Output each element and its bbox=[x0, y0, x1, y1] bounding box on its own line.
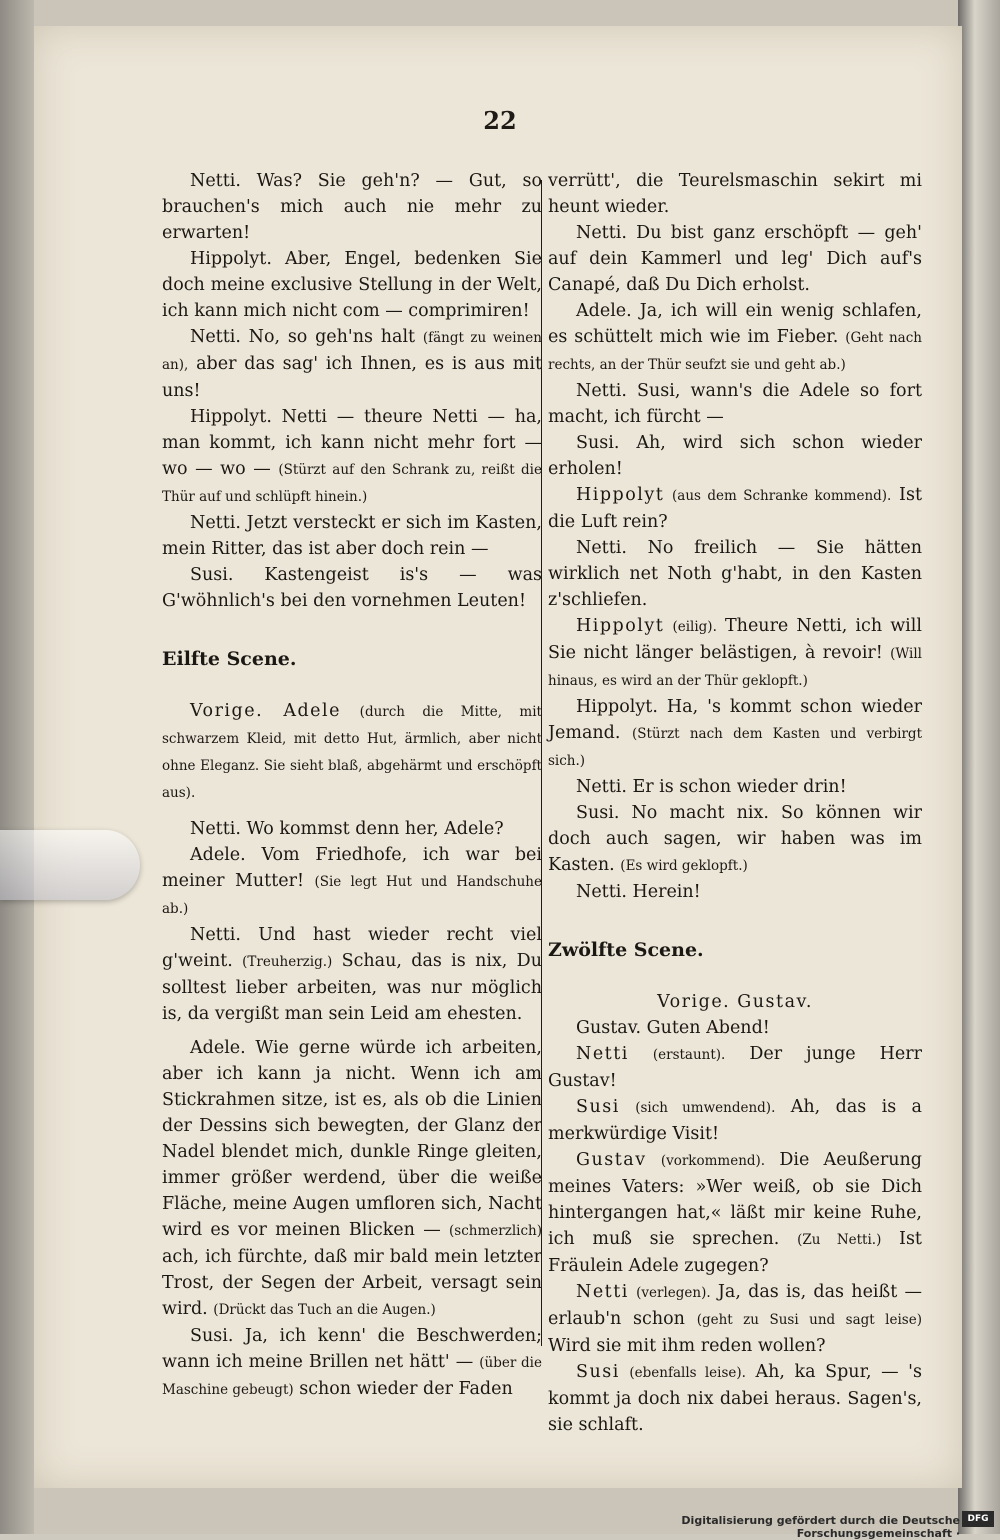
stage-direction: (über die Maschine gebeugt) bbox=[162, 1355, 542, 1398]
speech: Ist Fräulein Adele zugegen? bbox=[548, 1229, 922, 1276]
paragraph bbox=[162, 842, 542, 922]
paragraph bbox=[548, 1147, 922, 1279]
paragraph bbox=[548, 800, 922, 879]
paragraph bbox=[548, 298, 922, 378]
paragraph bbox=[162, 698, 542, 806]
speech: ach, ich fürchte, daß mir bald mein letzter Trost, der Segen der Arbeit, versagt sein wird. bbox=[162, 1247, 542, 1319]
paragraph bbox=[548, 694, 922, 774]
paragraph: Netti. Was? Sie geh'n? — Gut, so brauchen's mich auch nie mehr zu erwarten! bbox=[162, 171, 542, 243]
paragraph bbox=[548, 1359, 922, 1438]
digitization-credit: Digitalisierung gefördert durch die Deutsche Forschungsgemeinschaft · bbox=[681, 1514, 960, 1540]
page-number: 22 bbox=[483, 106, 517, 135]
paragraph: Susi. Ah, wird sich schon wieder erholen! bbox=[548, 433, 922, 479]
left-column bbox=[162, 168, 542, 1403]
paragraph bbox=[548, 1041, 922, 1094]
speech: Netti. No, so geh'ns halt bbox=[190, 327, 416, 347]
speech: aber das sag' ich Ihnen, es is aus mit uns! bbox=[162, 354, 542, 401]
speech: Netti bbox=[576, 1044, 629, 1064]
paragraph: Netti. No freilich — Sie hätten wirklich net Noth g'habt, in den Kasten z'schliefen. bbox=[548, 538, 922, 610]
speech: Die Aeußerung meines Vaters: »Wer weiß, ob sie Dich hintergangen hat,« läßt mir keine Ruhe, ich muß sie sprechen. bbox=[548, 1150, 922, 1249]
paragraph: Netti. Herein! bbox=[576, 882, 701, 902]
speech: Theure Netti, ich will Sie nicht länger belästigen, à revoir! bbox=[548, 616, 922, 663]
paragraph: Gustav. Guten Abend! bbox=[576, 1018, 770, 1038]
paragraph bbox=[162, 1035, 542, 1323]
book-left-edge bbox=[0, 0, 34, 1534]
speech: schon wieder der Faden bbox=[299, 1379, 513, 1399]
speech: Wird sie mit ihm reden wollen? bbox=[548, 1336, 826, 1356]
speech: Adele. Wie gerne würde ich arbeiten, aber ich kann ja nicht. Wenn ich am Stickrahmen sitze, ist es, als ob die Linien der Dessins sich bewegten, der Glanz der Nadel blendet mich, dunkle Ringe gleiten, immer größer werdend, über die weiße Fläche, meine Augen umfloren sich, Nacht wird es vor meinen Blicken — bbox=[162, 1038, 542, 1240]
stage-direction: (aus dem Schranke kommend). bbox=[672, 488, 892, 504]
stage-direction: (Es wird geklopft.) bbox=[620, 858, 748, 874]
paragraph: Hippolyt. Aber, Engel, bedenken Sie doch meine exclusive Stellung in der Welt, ich kann mich nicht com — comprimiren! bbox=[162, 249, 542, 321]
stage-direction: (Will hinaus, es wird an der Thür geklopft.) bbox=[548, 646, 922, 689]
paragraph: verrütt', die Teurelsmaschin sekirt mi heunt wieder. bbox=[548, 171, 922, 217]
speech: Ist die Luft rein? bbox=[548, 485, 922, 532]
stage-direction: (schmerzlich) bbox=[449, 1223, 542, 1239]
book-right-edge bbox=[958, 0, 1000, 1534]
speech: Hippolyt. Ha, 's kommt schon wieder Jemand. bbox=[548, 697, 922, 743]
speech: Hippolyt bbox=[576, 616, 665, 636]
paragraph bbox=[162, 1323, 542, 1403]
stage-direction: (Zu Netti.) bbox=[797, 1232, 882, 1248]
stage-direction: (Stürzt auf den Schrank zu, reißt die Thür auf und schlüpft hinein.) bbox=[162, 462, 542, 505]
paragraph bbox=[162, 922, 542, 1027]
paragraph bbox=[162, 324, 542, 404]
stage-direction: (Treuherzig.) bbox=[242, 954, 333, 970]
stage-direction: (Drückt das Tuch an die Augen.) bbox=[213, 1302, 436, 1318]
speech: Adele. Ja, ich will ein wenig schlafen, es schüttelt mich wie im Fieber. bbox=[548, 301, 922, 347]
scene-heading: Eilfte Scene. bbox=[162, 648, 297, 670]
paragraph: Netti. Er is schon wieder drin! bbox=[576, 777, 847, 797]
speech: Susi bbox=[576, 1097, 620, 1117]
stage-direction: (vorkommend). bbox=[660, 1153, 766, 1169]
stage-direction: (Geht nach rechts, an der Thür seufzt sie und geht ab.) bbox=[548, 330, 922, 373]
stage-direction: (erstaunt). bbox=[652, 1047, 726, 1063]
speech: Susi. Ja, ich kenn' die Beschwerden; wann ich meine Brillen net hätt' — bbox=[162, 1326, 542, 1372]
paragraph bbox=[162, 404, 542, 510]
paragraph bbox=[548, 1279, 922, 1359]
stage-direction: (durch die Mitte, mit schwarzem Kleid, mit detto Hut, ärmlich, aber nicht ohne Eleganz. Sie sieht blaß, abgehärmt und erschöpft aus). bbox=[162, 704, 542, 801]
speech: Ah, das is a merkwürdige Visit! bbox=[548, 1097, 922, 1144]
paragraph: Netti. Du bist ganz erschöpft — geh' auf dein Kammerl und leg' Dich auf's Canapé, daß Du Dich erholst. bbox=[548, 223, 922, 295]
paragraph: Netti. Susi, wann's die Adele so fort macht, ich fürcht — bbox=[548, 381, 922, 427]
stage-direction: (Sie legt Hut und Handschuhe ab.) bbox=[162, 874, 542, 917]
speech: Netti bbox=[576, 1282, 629, 1302]
paragraph bbox=[548, 613, 922, 694]
speech: Netti. Und hast wieder recht viel g'weint. bbox=[162, 925, 542, 971]
stage-direction: (Stürzt nach dem Kasten und verbirgt sich.) bbox=[548, 726, 922, 769]
paragraph: Netti. Wo kommst denn her, Adele? bbox=[190, 819, 504, 839]
speech: Susi bbox=[576, 1362, 620, 1382]
speech: Hippolyt bbox=[576, 485, 665, 505]
speech: Ah, ka Spur, — 's kommt ja doch nix dabei heraus. Sagen's, sie schlaft. bbox=[548, 1362, 922, 1435]
paragraph bbox=[548, 1094, 922, 1147]
paragraph: Vorige. Gustav. bbox=[657, 992, 813, 1012]
scene-heading: Zwölfte Scene. bbox=[548, 939, 704, 961]
speech: Vorige. Adele bbox=[190, 701, 341, 721]
paragraph: Susi. Kastengeist is's — was G'wöhnlich's bei den vornehmen Leuten! bbox=[162, 565, 542, 611]
stage-direction: (fängt zu weinen an), bbox=[162, 330, 542, 373]
speech: Der junge Herr Gustav! bbox=[548, 1044, 922, 1091]
speech: Susi. No macht nix. So können wir doch auch sagen, wir haben was im Kasten. bbox=[548, 803, 922, 875]
stage-direction: (geht zu Susi und sagt leise) bbox=[696, 1312, 922, 1328]
speech: Adele. Vom Friedhofe, ich war bei meiner Mutter! bbox=[162, 845, 542, 891]
stage-direction: (ebenfalls leise). bbox=[629, 1365, 746, 1381]
speech: Schau, das is nix, Du solltest lieber arbeiten, was nur möglich is, da vergißt man sein Leid am ehesten. bbox=[162, 951, 542, 1024]
stage-direction: (sich umwendend). bbox=[635, 1100, 776, 1116]
stage-direction: (verlegen). bbox=[636, 1285, 711, 1301]
dfg-logo: DFG bbox=[962, 1511, 994, 1527]
page-tab-marker bbox=[0, 830, 140, 900]
right-column bbox=[548, 168, 922, 1438]
paragraph bbox=[548, 482, 922, 535]
speech: Hippolyt. Netti — theure Netti — ha, man kommt, ich kann nicht mehr fort — wo — wo — bbox=[162, 407, 542, 479]
stage-direction: (eilig). bbox=[672, 619, 717, 635]
paragraph: Netti. Jetzt versteckt er sich im Kasten, mein Ritter, das ist aber doch rein — bbox=[162, 513, 542, 559]
speech: Ja, das is, das heißt — erlaub'n schon bbox=[548, 1282, 922, 1329]
speech: Gustav bbox=[576, 1150, 647, 1170]
